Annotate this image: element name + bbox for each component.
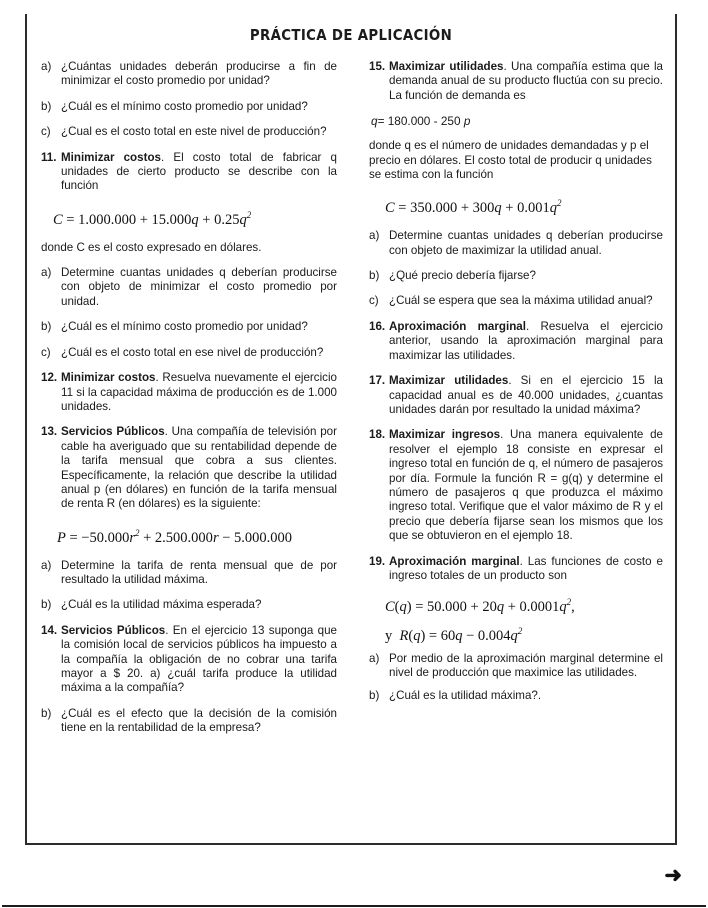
exercise-topic: Aproximación marginal (389, 319, 526, 333)
list-item (41, 598, 337, 612)
exercise-topic: Minimizar costos (61, 150, 161, 164)
item-text: Determine la tarifa de renta mensual que de por resultado la utilidad máxima. (61, 558, 337, 586)
item-text: Determine cuantas unidades q deberían producirse con objeto de minimizar el costo promedio por unidad. (61, 266, 337, 308)
item-marker: 18. (369, 428, 386, 442)
list-item (369, 294, 663, 308)
formula-cost-19: $C(q) = 50.000 + 20q + 0.0001q^2$, (385, 597, 575, 616)
exercise-body: . Las funciones de costo e ingreso totales de un producto son (389, 554, 663, 582)
item-marker: b) (41, 598, 52, 612)
item-marker: 11. (41, 150, 57, 164)
item-marker: 19. (369, 554, 386, 568)
note-exercise-11: donde C es el costo expresado en dólares. (41, 240, 262, 254)
exercise-body: . Una compañía de televisión por cable ha averiguado que su rentabilidad depende de la tarifa mensual que cobra a sus clientes. Específicamente, la relación que describe la utilidad anual p (en dólares) en función de la tarifa mensual de renta R (en dólares) es la siguiente: (61, 425, 337, 511)
exercise-body: . Resuelva el ejercicio anterior, usando la aproximación marginal para maximizar las utilidades. (389, 319, 663, 362)
item-text (61, 371, 337, 414)
item-marker: a) (369, 229, 380, 243)
exercise-17 (369, 374, 663, 417)
exercise-body: . Una compañía estima que la demanda anual de su producto fluctúa con su precio. La función de demanda es (389, 60, 663, 102)
list-item (41, 707, 337, 736)
item-marker: a) (41, 266, 52, 280)
item-marker: a) (369, 652, 380, 666)
item-text: ¿Cuál es la utilidad máxima esperada? (61, 598, 262, 612)
item-text (389, 60, 663, 103)
formula-exercise-13: $P = -50.000r^2 + 2.500.000r - 5.000.000$ (57, 527, 293, 546)
formula-demand-15: q= 180.000 - 250 p (371, 114, 471, 129)
note-exercise-15: donde q es el número de unidades demandadas y p el precio en dólares. El costo total de producir q unidades se estima con la función (369, 139, 652, 182)
item-text (389, 374, 663, 417)
exercise-topic: Servicios Públicos (61, 425, 165, 439)
item-text: Determine cuantas unidades q deberían producirse con objeto de maximizar la utilidad anual. (389, 229, 663, 257)
item-text (61, 425, 337, 511)
exercise-topic: Maximizar ingresos (389, 428, 501, 442)
next-page-arrow-icon: ➜ (664, 864, 682, 887)
item-marker: 14. (41, 623, 58, 637)
exercise-11 (41, 151, 337, 194)
right-column (351, 60, 677, 747)
item-text (389, 320, 663, 363)
item-text: ¿Cuál es el costo total en ese nivel de producción? (61, 345, 324, 359)
list-item (41, 346, 337, 360)
list-item (41, 320, 337, 334)
exercise-13 (41, 425, 337, 511)
item-marker: 15. (369, 60, 386, 73)
item-text: ¿Cuál es el mínimo costo promedio por unidad? (61, 320, 308, 334)
item-marker: b) (41, 320, 52, 334)
item-marker: b) (369, 688, 380, 702)
exercise-topic: Aproximación marginal (389, 554, 520, 568)
exercise-body: . El costo total de fabricar q unidades de cierto producto se describe con la función (61, 150, 337, 193)
item-text (389, 555, 663, 584)
exercise-topic: Servicios Públicos (61, 623, 166, 637)
exercise-12 (41, 371, 337, 414)
item-text (389, 428, 663, 543)
exercise-topic: Minimizar costos (61, 371, 156, 385)
item-marker: a) (41, 558, 52, 572)
exercise-body: . Si en el ejercicio 15 la capacidad anual es de 40.000 unidades, ¿cuantas unidades darán por resultado la unidad máxima? (389, 374, 663, 416)
list-item (41, 266, 337, 309)
exercise-body: . En el ejercicio 13 suponga que la comisión local de servicios públicos ha impuesto a la compañía la obligación de no cobrar una tarifa mayor a $ 20. a) ¿cuál tarifa produce la utilidad máxima a la compañía? (61, 623, 337, 695)
exercise-15 (369, 60, 663, 103)
item-marker: a) (41, 60, 52, 73)
item-marker: c) (369, 294, 379, 308)
item-text: Por medio de la aproximación marginal determine el nivel de producción que maximice las utilidades. (389, 652, 663, 680)
formula-revenue-19: y $R(q) = 60q - 0.004q^2$ (385, 626, 523, 645)
item-text (61, 151, 337, 194)
list-item (369, 652, 663, 681)
list-item (369, 269, 663, 283)
bottom-divider-rule (2, 905, 706, 907)
exercise-19 (369, 555, 663, 584)
item-text: ¿Cuál es el efecto que la decisión de la comisión tiene en la rentabilidad de la empresa? (61, 706, 337, 735)
item-text: ¿Cuál se espera que sea la máxima utilidad anual? (389, 294, 653, 308)
item-marker: c) (41, 125, 51, 139)
exercise-18 (369, 428, 663, 543)
exercise-topic: Maximizar utilidades (389, 60, 504, 73)
formula-cost-15: $C = 350.000 + 300q + 0.001q^2$ (385, 198, 562, 217)
list-item (369, 229, 663, 258)
item-text: ¿Cuál es el mínimo costo promedio por unidad? (61, 99, 308, 113)
exercise-14 (41, 624, 337, 696)
item-marker: 12. (41, 371, 58, 385)
list-item (41, 559, 337, 588)
exercise-topic: Maximizar utilidades (389, 374, 509, 388)
exercise-16 (369, 320, 663, 363)
item-marker: 13. (41, 425, 58, 439)
item-marker: b) (369, 269, 380, 283)
list-item (41, 60, 337, 89)
formula-exercise-11: $C = 1.000.000 + 15.000q + 0.25q^2$ (53, 209, 252, 228)
list-item (41, 100, 337, 114)
exercise-body: . Una manera equivalente de resolver el ejemplo 18 consiste en expresar el ingreso total en función de q, el número de pasajeros por día. Formule la función R = g(q) y determine el número de pasajeros q que produzca el máximo ingreso total. Verifique que el valor máximo de R y el precio que debería fijarse sean los mismos que los que se obtuvieron en el ejemplo 18. (389, 428, 663, 543)
item-text: ¿Cuántas unidades deberán producirse a fin de minimizar el costo promedio por unidad? (61, 60, 337, 88)
left-column (25, 60, 351, 747)
item-text: ¿Cual es el costo total en este nivel de producción? (61, 125, 327, 139)
two-column-body (25, 60, 677, 747)
item-text: ¿Qué precio debería fijarse? (389, 269, 536, 283)
list-item (41, 125, 337, 139)
item-marker: b) (41, 99, 52, 113)
page-title: PRÁCTICA DE APLICACIÓN (249, 26, 453, 44)
item-marker: c) (41, 345, 51, 359)
item-text (61, 624, 337, 696)
item-marker: 17. (369, 374, 386, 388)
list-item (369, 689, 663, 703)
item-marker: 16. (369, 319, 386, 333)
item-text: ¿Cuál es la utilidad máxima?. (389, 688, 542, 702)
item-marker: b) (41, 706, 52, 720)
exercise-body: . Resuelva nuevamente el ejercicio 11 si la capacidad máxima de producción es de 1.000 unidades. (61, 371, 337, 413)
